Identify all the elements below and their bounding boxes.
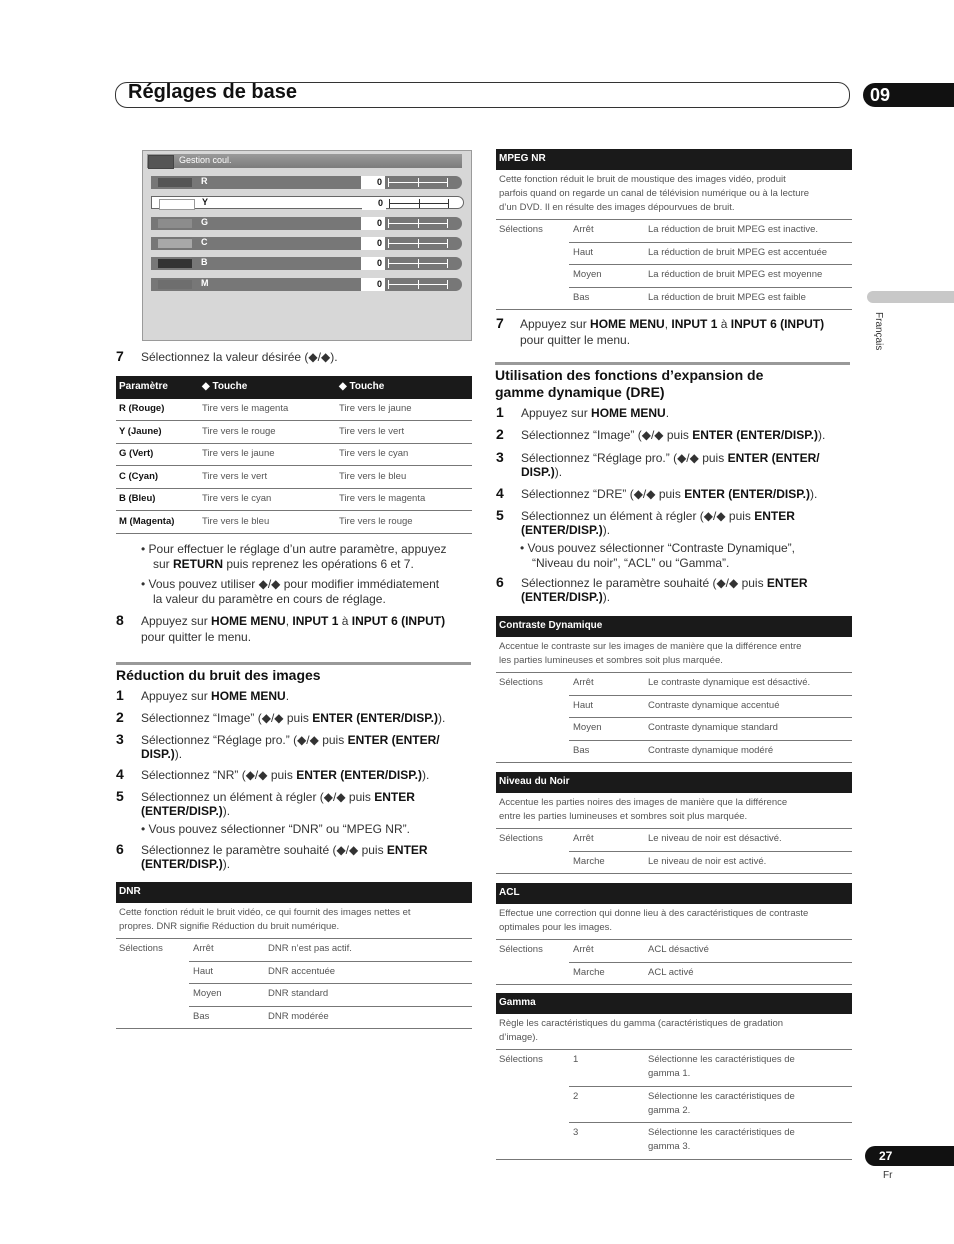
step-number: 3: [496, 449, 504, 465]
row-divider: [569, 287, 852, 288]
selections-label: Sélections: [499, 944, 543, 955]
row-divider: [496, 984, 852, 985]
section-heading: Utilisation des fonctions d’expansion de: [495, 367, 764, 383]
table-title: Gamma: [499, 997, 536, 1008]
osd-slider: [388, 243, 448, 244]
step-text: [141, 711, 445, 725]
step-number: 6: [116, 841, 124, 857]
option-name: 1: [573, 1054, 579, 1065]
step-pre: Sélectionnez “Image” (◆/◆ puis: [521, 428, 693, 442]
table-title: DNR: [119, 886, 141, 897]
osd-slider: [388, 284, 448, 285]
section-rule: [495, 362, 850, 365]
step-text: [521, 428, 825, 442]
step-number: 6: [496, 574, 504, 590]
osd-row-value: 0: [361, 217, 385, 230]
step-text: [521, 576, 808, 590]
option-desc: Contraste dynamique standard: [648, 722, 778, 734]
bullet: • Vous pouvez sélectionner “DNR” ou “MPEG NR”.: [141, 822, 410, 836]
step-post: ).: [438, 711, 446, 725]
step-number: 1: [496, 404, 504, 420]
step-bold: (ENTER/DISP.): [141, 804, 223, 818]
bullet: • Vous pouvez utiliser ◆/◆ pour modifier immédiatement: [141, 577, 440, 591]
row-divider: [569, 242, 852, 243]
slider-tick: [388, 178, 389, 187]
option-desc: Le niveau de noir est activé.: [648, 855, 767, 867]
table-title-bar: [496, 883, 852, 904]
param-left: Tire vers le bleu: [202, 516, 270, 527]
table-divider: [496, 219, 852, 220]
bullet-cont: la valeur du paramètre en cours de réglage.: [153, 592, 386, 606]
row-divider: [569, 717, 852, 718]
option-desc-cont: gamma 2.: [648, 1104, 691, 1116]
table-title: Niveau du Noir: [499, 776, 570, 787]
step-bold: ENTER (ENTER/DISP.): [296, 768, 422, 782]
step-text: [141, 843, 428, 857]
step-text: Sélectionnez la valeur désirée (◆/◆).: [141, 350, 338, 364]
option-desc: DNR n’est pas actif.: [268, 943, 352, 954]
step-bold: DISP.): [521, 465, 555, 479]
row-divider: [569, 1086, 852, 1087]
osd-row: [151, 196, 464, 209]
step-text: [141, 790, 415, 804]
step-pre: Sélectionnez le paramètre souhaité (◆/◆ puis: [141, 843, 387, 857]
selections-label: Sélections: [499, 1054, 543, 1065]
osd-row-label: B: [201, 257, 208, 268]
row-divider: [496, 1159, 852, 1160]
table-description: Cette fonction réduit le bruit de moustique des images vidéo, produit: [499, 174, 786, 185]
row-divider: [116, 1028, 472, 1029]
option-desc: La réduction de bruit MPEG est inactive.: [648, 224, 819, 235]
table-description: optimales pour les images.: [499, 922, 612, 933]
step-number: 8: [116, 612, 124, 628]
step-pre: Appuyez sur: [521, 406, 592, 420]
option-desc-cont: gamma 1.: [648, 1068, 691, 1079]
row-divider: [569, 695, 852, 696]
step-bold: ENTER (ENTER/: [727, 451, 820, 465]
osd-row-label: C: [201, 236, 208, 247]
param-left: Tire vers le cyan: [202, 493, 272, 505]
option-name: Arrêt: [573, 944, 594, 955]
step-pre: Sélectionnez “NR” (◆/◆ puis: [141, 768, 297, 782]
option-name: 3: [573, 1127, 579, 1138]
table-description: Effectue une correction qui donne lieu à des caractéristiques de contraste: [499, 908, 809, 919]
step-number: 2: [116, 709, 124, 725]
step-number: 4: [116, 766, 124, 782]
bullet-cont: sur RETURN puis reprenez les opérations 6 et 7.: [153, 557, 414, 571]
osd-row-label: M: [201, 277, 209, 288]
table-header: ◆ Touche: [339, 381, 385, 392]
step-text: Appuyez sur HOME MENU, INPUT 1 à INPUT 6 (INPUT): [520, 317, 825, 331]
osd-row: [151, 176, 462, 189]
step-text: Appuyez sur HOME MENU, INPUT 1 à INPUT 6 (INPUT): [141, 614, 446, 628]
table-description: Accentue les parties noires des images de manière que la différence: [499, 797, 788, 808]
option-desc: DNR modérée: [268, 1010, 329, 1022]
step-text: [521, 509, 795, 523]
slider-tick: [389, 199, 390, 208]
color-swatch: [158, 259, 192, 268]
option-desc: La réduction de bruit MPEG est faible: [648, 291, 806, 303]
param-name: B (Bleu): [119, 493, 156, 505]
step-text-cont: [521, 465, 562, 479]
option-desc: La réduction de bruit MPEG est moyenne: [648, 269, 823, 281]
option-desc: Contraste dynamique accentué: [648, 699, 780, 711]
option-name: Arrêt: [573, 833, 594, 844]
color-swatch: [158, 280, 192, 289]
param-left: Tire vers le jaune: [202, 448, 275, 460]
osd-row: [151, 237, 462, 250]
step-bold: ENTER (ENTER/DISP.): [692, 428, 818, 442]
step-pre: Sélectionnez “DRE” (◆/◆ puis: [521, 487, 685, 501]
step-pre: Sélectionnez “Réglage pro.” (◆/◆ puis: [521, 451, 728, 465]
slider-tick: [418, 239, 419, 248]
osd-row-label: Y: [202, 197, 209, 208]
step-bold: ENTER (ENTER/DISP.): [684, 487, 810, 501]
table-title-bar: [116, 882, 472, 903]
option-name: 2: [573, 1090, 579, 1102]
param-name: G (Vert): [119, 448, 154, 460]
step-number: 5: [116, 788, 124, 804]
step-bold: ENTER: [754, 509, 795, 523]
slider-tick: [388, 219, 389, 228]
table-divider: [116, 938, 472, 939]
slider-tick: [447, 239, 448, 248]
osd-slider: [389, 203, 449, 204]
color-swatch: [158, 219, 192, 228]
step-text-cont: [141, 747, 182, 761]
osd-row: [151, 217, 462, 230]
osd-row-value: 0: [361, 237, 385, 250]
section-heading: Réduction du bruit des images: [116, 667, 321, 683]
option-name: Moyen: [193, 988, 222, 1000]
osd-slider: [388, 263, 448, 264]
table-divider: [496, 828, 852, 829]
option-desc: ACL activé: [648, 966, 694, 978]
osd-row: [151, 278, 462, 291]
option-desc: Contraste dynamique modéré: [648, 744, 774, 756]
step-pre: Sélectionnez “Réglage pro.” (◆/◆ puis: [141, 733, 348, 747]
param-left: Tire vers le rouge: [202, 425, 276, 437]
step-pre: Sélectionnez un élément à régler (◆/◆ puis: [521, 509, 755, 523]
step-post: ).: [222, 857, 231, 871]
table-divider: [496, 939, 852, 940]
slider-tick: [447, 280, 448, 289]
slider-tick: [419, 199, 420, 208]
section-rule: [116, 662, 471, 665]
table-divider: [496, 672, 852, 673]
osd-row-value: 0: [361, 257, 385, 270]
step-text-cont: [141, 804, 230, 818]
row-divider: [116, 420, 472, 421]
row-divider: [116, 533, 472, 534]
step-number: 7: [116, 348, 124, 364]
param-right: Tire vers le magenta: [339, 493, 426, 505]
option-desc: ACL désactivé: [648, 944, 709, 955]
option-name: Arrêt: [573, 677, 594, 688]
step-text: [521, 487, 817, 501]
step-post: ).: [421, 768, 430, 782]
selections-label: Sélections: [119, 943, 163, 954]
table-description: les parties lumineuses et sombres soit plus marquée.: [499, 655, 723, 666]
param-right: Tire vers le bleu: [339, 470, 407, 482]
option-name: Marche: [573, 966, 605, 978]
tv-icon: [148, 155, 174, 169]
slider-tick: [448, 199, 449, 208]
osd-title: Gestion coul.: [179, 155, 232, 165]
selections-label: Sélections: [499, 833, 543, 844]
slider-tick: [388, 239, 389, 248]
param-name: C (Cyan): [119, 470, 159, 482]
step-bold: ENTER: [386, 843, 428, 857]
param-right: Tire vers le vert: [339, 425, 405, 437]
selections-label: Sélections: [499, 677, 543, 688]
row-divider: [116, 443, 472, 444]
osd-row: [151, 257, 462, 270]
row-divider: [569, 740, 852, 741]
row-divider: [116, 465, 472, 466]
table-header: Paramètre: [119, 381, 168, 392]
osd-slider: [388, 223, 448, 224]
option-name: Moyen: [573, 722, 602, 734]
param-name: Y (Jaune): [119, 425, 162, 437]
step-post: ).: [818, 428, 826, 442]
option-name: Bas: [193, 1010, 210, 1022]
slider-tick: [447, 178, 448, 187]
step-bold: (ENTER/DISP.): [141, 857, 223, 871]
chapter-number: 09: [870, 85, 891, 105]
row-divider: [569, 851, 852, 852]
color-swatch: [159, 199, 195, 210]
step-text: [521, 406, 669, 420]
row-divider: [189, 1006, 472, 1007]
color-swatch: [158, 239, 192, 248]
step-text: [141, 733, 440, 747]
step-bold: ENTER: [374, 790, 415, 804]
row-divider: [496, 873, 852, 874]
bullet: • Pour effectuer le réglage d’un autre paramètre, appuyez: [141, 542, 447, 556]
row-divider: [116, 488, 472, 489]
row-divider: [189, 983, 472, 984]
step-bold: HOME MENU: [211, 689, 286, 703]
option-name: Haut: [193, 965, 214, 977]
table-title: ACL: [499, 887, 520, 898]
page-title: Réglages de base: [128, 81, 297, 103]
table-description: propres. DNR signifie Réduction du bruit numérique.: [119, 921, 340, 932]
step-text-cont: [521, 523, 610, 537]
step-text-cont: pour quitter le menu.: [141, 630, 252, 644]
option-name: Haut: [573, 246, 594, 258]
step-text: [141, 689, 289, 703]
step-bold: DISP.): [141, 747, 175, 761]
step-pre: Appuyez sur: [141, 689, 212, 703]
option-name: Moyen: [573, 269, 602, 281]
slider-tick: [447, 259, 448, 268]
param-right: Tire vers le rouge: [339, 516, 413, 527]
option-desc: DNR standard: [268, 988, 329, 1000]
step-bold: (ENTER/DISP.): [521, 590, 603, 604]
table-title: Contraste Dynamique: [499, 620, 603, 631]
row-divider: [496, 762, 852, 763]
step-bold: ENTER (ENTER/DISP.): [312, 711, 438, 725]
option-name: Arrêt: [573, 224, 594, 235]
osd-slider: [388, 182, 448, 183]
table-description: d’image).: [499, 1032, 539, 1043]
table-description: Cette fonction réduit le bruit vidéo, ce qui fournit des images nettes et: [119, 907, 411, 918]
step-number: 1: [116, 687, 124, 703]
slider-tick: [447, 219, 448, 228]
option-desc: Sélectionne les caractéristiques de: [648, 1054, 795, 1065]
osd-row-label: R: [201, 176, 208, 186]
slider-tick: [418, 219, 419, 228]
side-language-label: Français: [873, 312, 884, 351]
param-name: R (Rouge): [119, 403, 165, 414]
option-desc: Le contraste dynamique est désactivé.: [648, 677, 811, 688]
step-pre: Sélectionnez le paramètre souhaité (◆/◆ puis: [521, 576, 767, 590]
row-divider: [569, 962, 852, 963]
section-heading-cont: gamme dynamique (DRE): [495, 384, 665, 400]
slider-tick: [418, 280, 419, 289]
step-bold: ENTER (ENTER/: [347, 733, 440, 747]
row-divider: [496, 309, 852, 310]
color-swatch: [158, 178, 192, 187]
table-header-bar: [116, 376, 472, 399]
osd-row-label: G: [201, 216, 209, 227]
slider-tick: [388, 259, 389, 268]
table-title-bar: [496, 149, 852, 170]
table-divider: [496, 1049, 852, 1050]
slider-tick: [388, 280, 389, 289]
step-text-cont: [141, 857, 230, 871]
slider-tick: [418, 178, 419, 187]
param-right: Tire vers le cyan: [339, 448, 409, 460]
step-text: [141, 768, 429, 782]
option-name: Arrêt: [193, 943, 214, 954]
row-divider: [116, 510, 472, 511]
step-post: ).: [602, 523, 611, 537]
table-description: d’un DVD. Il en résulte des images dépourvues de bruit.: [499, 202, 735, 213]
option-name: Haut: [573, 699, 594, 711]
step-post: ).: [554, 465, 563, 479]
step-pre: Sélectionnez “Image” (◆/◆ puis: [141, 711, 313, 725]
step-post: ).: [222, 804, 231, 818]
param-right: Tire vers le jaune: [339, 403, 412, 414]
step-post: .: [665, 406, 670, 420]
option-desc: Le niveau de noir est désactivé.: [648, 833, 782, 844]
osd-row-value: 0: [362, 197, 386, 210]
table-description: entre les parties lumineuses et sombres soit plus marquée.: [499, 811, 748, 822]
param-left: Tire vers le vert: [202, 470, 268, 482]
step-bold: HOME MENU: [591, 406, 666, 420]
option-name: Bas: [573, 291, 590, 303]
bullet: • Vous pouvez sélectionner “Contraste Dynamique”,: [520, 541, 796, 555]
option-desc-cont: gamma 3.: [648, 1141, 691, 1152]
step-pre: Sélectionnez un élément à régler (◆/◆ puis: [141, 790, 375, 804]
step-text: [521, 451, 820, 465]
bullet-cont: “Niveau du noir”, “ACL” ou “Gamma”.: [532, 556, 730, 570]
table-header: ◆ Touche: [202, 381, 248, 392]
option-name: Bas: [573, 744, 590, 756]
table-title: MPEG NR: [499, 153, 546, 164]
step-post: ).: [602, 590, 611, 604]
table-description: Règle les caractéristiques du gamma (caractéristiques de gradation: [499, 1018, 784, 1029]
option-desc: Sélectionne les caractéristiques de: [648, 1127, 795, 1138]
step-number: 5: [496, 507, 504, 523]
step-number: 2: [496, 426, 504, 442]
step-bold: (ENTER/DISP.): [521, 523, 603, 537]
row-divider: [189, 961, 472, 962]
step-text-cont: pour quitter le menu.: [520, 333, 631, 347]
param-left: Tire vers le magenta: [202, 403, 289, 414]
step-number: 3: [116, 731, 124, 747]
table-description: Accentue le contraste sur les images de manière que la différence entre: [499, 641, 802, 652]
step-number: 7: [496, 315, 504, 331]
option-desc: La réduction de bruit MPEG est accentuée: [648, 246, 828, 258]
page-lang: Fr: [883, 1170, 893, 1181]
osd-row-value: 0: [361, 176, 385, 189]
table-title-bar: [496, 616, 852, 637]
step-post: ).: [174, 747, 183, 761]
step-number: 4: [496, 485, 504, 501]
side-tab: [867, 291, 954, 303]
osd-row-value: 0: [361, 278, 385, 291]
selections-label: Sélections: [499, 224, 543, 235]
option-desc: DNR accentuée: [268, 965, 336, 977]
option-name: Marche: [573, 855, 605, 867]
slider-tick: [418, 259, 419, 268]
step-bold: ENTER: [766, 576, 808, 590]
row-divider: [569, 1122, 852, 1123]
step-post: .: [285, 689, 290, 703]
step-text-cont: [521, 590, 610, 604]
page-number: 27: [879, 1149, 893, 1163]
table-title-bar: [496, 772, 852, 793]
step-post: ).: [809, 487, 818, 501]
table-title-bar: [496, 993, 852, 1014]
option-desc: Sélectionne les caractéristiques de: [648, 1090, 795, 1102]
row-divider: [569, 264, 852, 265]
table-description: parfois quand on regarde un canal de télévision numérique ou à la lecture: [499, 188, 810, 199]
param-name: M (Magenta): [119, 516, 175, 527]
